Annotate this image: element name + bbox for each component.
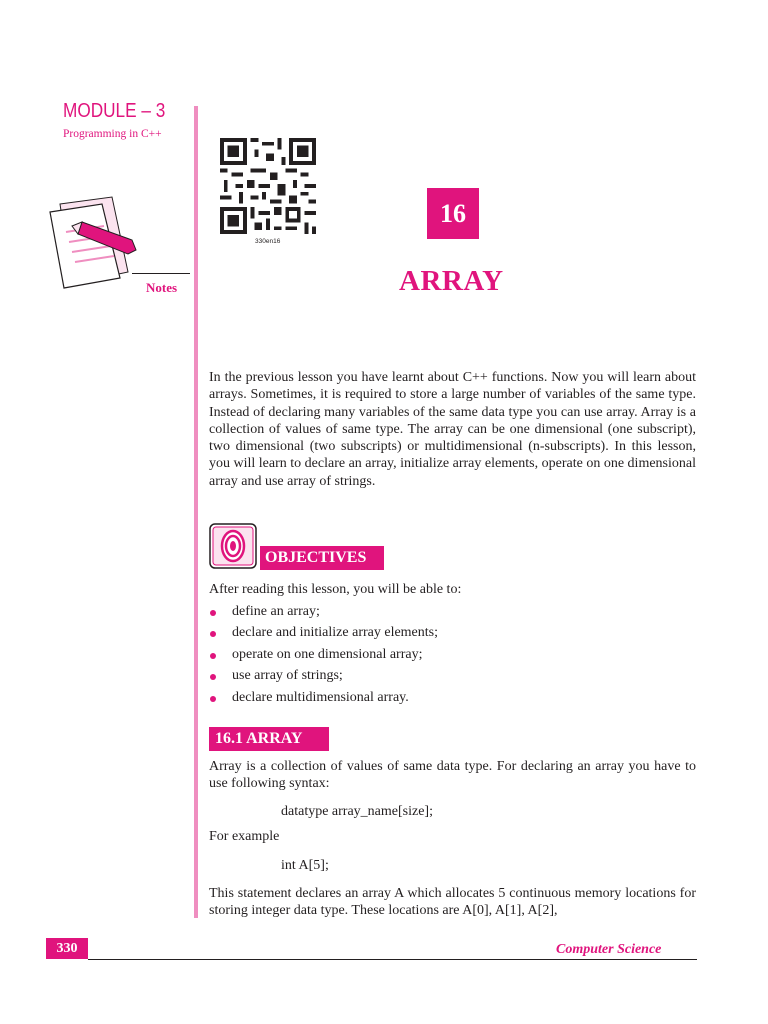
objectives-intro: After reading this lesson, you will be able to: bbox=[209, 582, 462, 597]
objectives-heading: OBJECTIVES bbox=[260, 546, 384, 570]
section-heading: 16.1 ARRAY bbox=[209, 727, 329, 751]
module-title: MODULE – 3 bbox=[63, 100, 166, 122]
objective-text: declare and initialize array elements; bbox=[232, 625, 439, 641]
bullet-icon bbox=[210, 653, 216, 659]
notes-rule bbox=[132, 273, 190, 274]
intro-paragraph: In the previous lesson you have learnt about C++ functions. Now you will learn about arrays. Sometimes, it is required to store a large number of variables of the same type. Instead of declaring many variables of the same data type you can use array. Array is a collection of values of same type. The array can be one dimensional (one subscript), two dimensional (two subscripts) or multidimensional (n-subscripts). In this lesson, you will learn to declare an array, initialize array elements, operate on one dimensional array and use array of strings. bbox=[209, 370, 696, 489]
list-item bbox=[209, 602, 438, 623]
notes-pencil-icon bbox=[42, 192, 152, 290]
list-item bbox=[209, 645, 438, 666]
bullet-icon bbox=[210, 696, 216, 702]
qr-caption: 330en16 bbox=[255, 238, 281, 245]
margin-divider bbox=[194, 106, 198, 918]
section-paragraph-2: This statement declares an array A which allocates 5 continuous memory locations for storing integer data type. These locations are A[0], A[1], A[2], bbox=[209, 886, 696, 919]
bullet-icon bbox=[210, 631, 216, 637]
list-item bbox=[209, 688, 438, 709]
section-paragraph: Array is a collection of values of same data type. For declaring an array you have to use following syntax: bbox=[209, 759, 696, 792]
syntax-line: datatype array_name[size]; bbox=[281, 804, 433, 819]
objective-text: declare multidimensional array. bbox=[232, 689, 409, 705]
objectives-list bbox=[209, 602, 438, 709]
list-item bbox=[209, 623, 438, 644]
bullet-icon bbox=[210, 610, 216, 616]
target-icon bbox=[209, 523, 257, 569]
book-name: Computer Science bbox=[556, 942, 662, 957]
chapter-number: 16 bbox=[427, 188, 479, 239]
objective-text: use array of strings; bbox=[232, 668, 343, 684]
chapter-title: ARRAY bbox=[399, 265, 504, 297]
list-item bbox=[209, 666, 438, 687]
qr-code bbox=[220, 138, 316, 234]
code-example: int A[5]; bbox=[281, 858, 329, 873]
notes-label: Notes bbox=[146, 280, 178, 295]
footer-rule bbox=[88, 959, 697, 960]
module-subtitle: Programming in C++ bbox=[63, 128, 162, 140]
bullet-icon bbox=[210, 674, 216, 680]
example-label: For example bbox=[209, 829, 280, 844]
objective-text: define an array; bbox=[232, 604, 320, 619]
objective-text: operate on one dimensional array; bbox=[232, 646, 423, 662]
page-number: 330 bbox=[46, 938, 88, 959]
